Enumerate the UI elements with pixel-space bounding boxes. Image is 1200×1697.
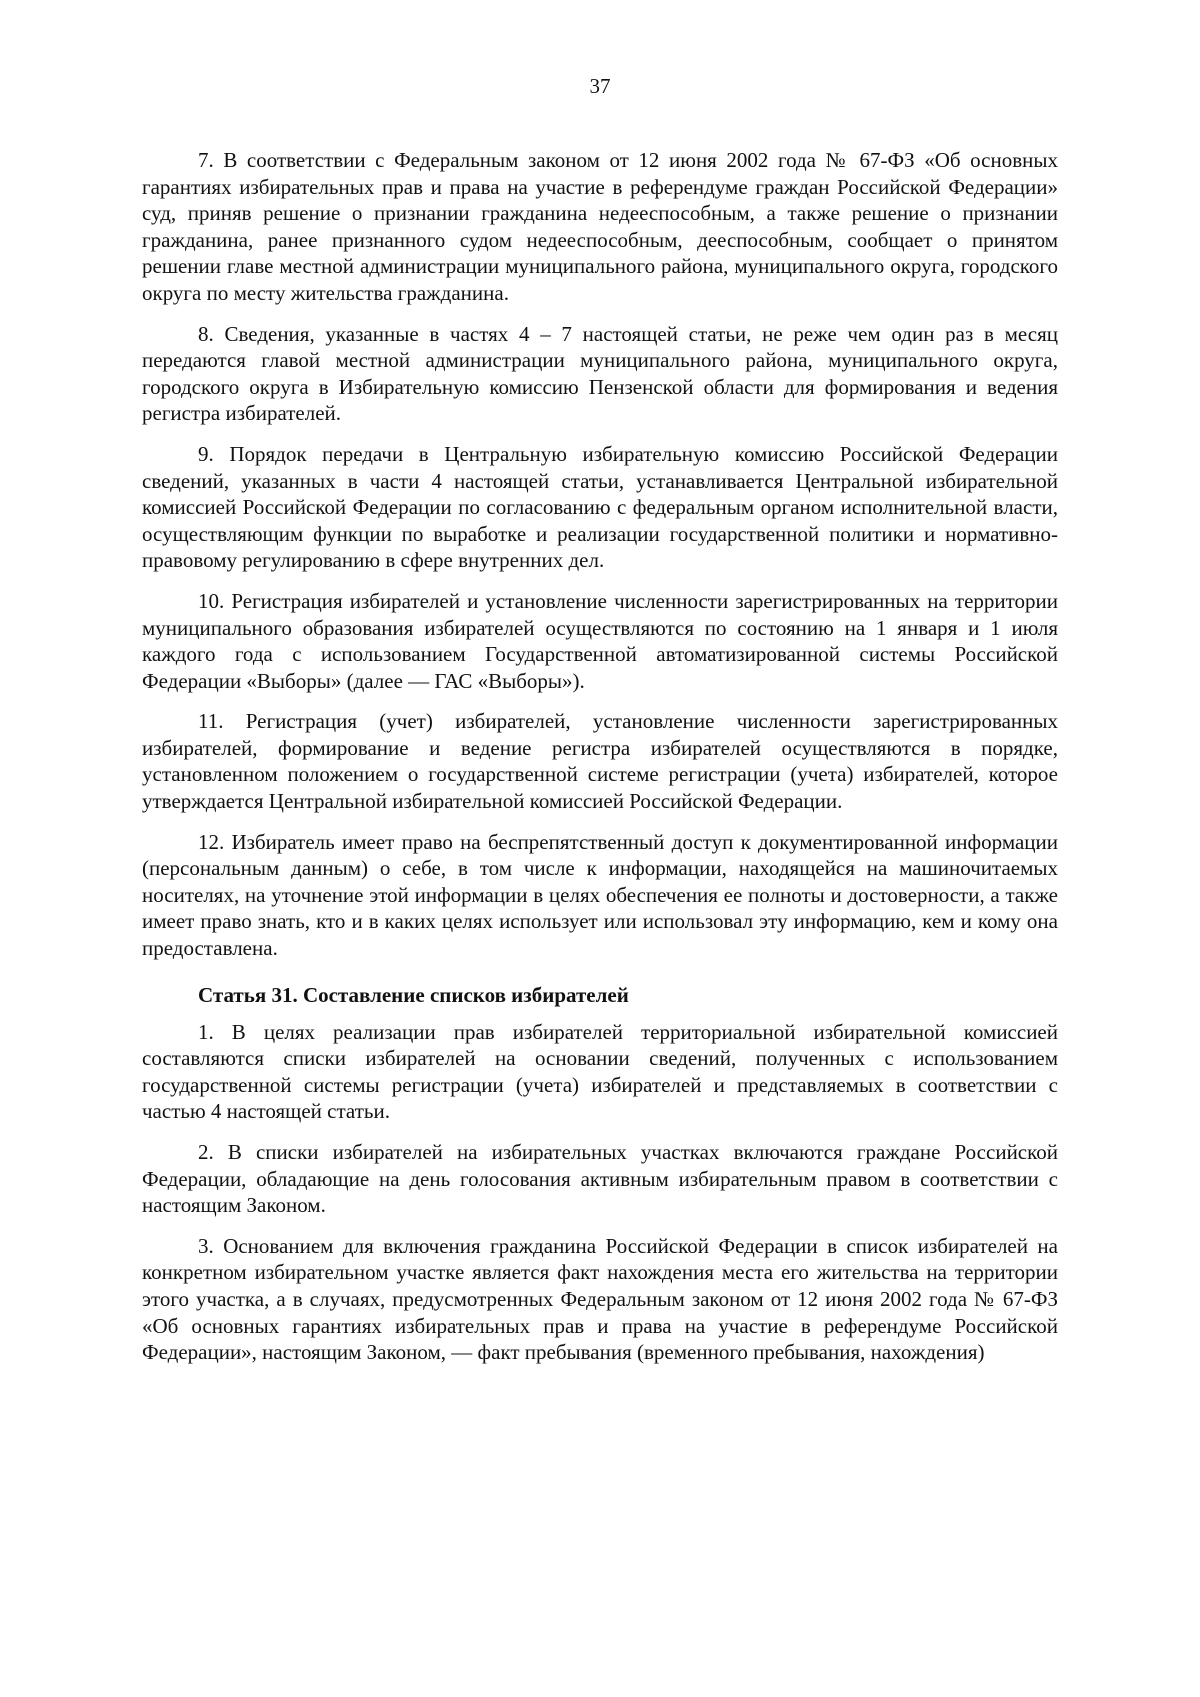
paragraph-10: 10. Регистрация избирателей и установление численности зарегистрированных на территории муниципального образования избирателей осуществляются по состоянию на 1 января и 1 июля каждого года с использованием Государственной автоматизированной системы Российской Федерации «Выборы» (далее — ГАС «Выборы»). [142,588,1058,693]
paragraph-9: 9. Порядок передачи в Центральную избирательную комиссию Российской Федерации сведений, указанных в части 4 настоящей статьи, устанавливается Центральной избирательной комиссией Российской Федерации по согласованию с федеральным органом исполнительной власти, осуществляющим функции по выработке и реализации государственной политики и нормативно-правовому регулированию в сфере внутренних дел. [142,441,1058,573]
page-number: 37 [589,74,611,98]
paragraph-12: 12. Избиратель имеет право на беспрепятственный доступ к документированной информации (персональным данным) о себе, в том числе к информации, находящейся на машиночитаемых носителях, на уточнение этой информации в целях обеспечения ее полноты и достоверности, а также имеет право знать, кто и в каких целях использует или использовал эту информацию, кем и кому она предоставлена. [142,829,1058,961]
paragraph-11: 11. Регистрация (учет) избирателей, установление численности зарегистрированных избирателей, формирование и ведение регистра избирателей осуществляются в порядке, установленном положением о государственной системе регистрации (учета) избирателей, которое утверждается Центральной избирательной комиссией Российской Федерации. [142,709,1058,814]
article-31-paragraph-3: 3. Основанием для включения гражданина Российской Федерации в список избирателей на конкретном избирательном участке является факт нахождения места его жительства на территории этого участка, а в случаях, предусмотренных Федеральным законом от 12 июня 2002 года № 67-ФЗ «Об основных гарантиях избирательных прав и права на участие в референдуме Российской Федерации», настоящим Законом, — факт пребывания (временного пребывания, нахождения) [142,1233,1058,1365]
article-heading: Статья 31. Составление списков избирателей [198,982,629,1007]
document-body [142,147,1058,1366]
paragraph-8: 8. Сведения, указанные в частях 4 – 7 настоящей статьи, не реже чем один раз в месяц передаются главой местной администрации муниципального района, муниципального округа, городского округа в Избирательную комиссию Пензенской области для формирования и ведения регистра избирателей. [142,321,1058,426]
article-31-paragraph-1: 1. В целях реализации прав избирателей территориальной избирательной комиссией составляются списки избирателей на основании сведений, полученных с использованием государственной системы регистрации (учета) избирателей и представляемых в соответствии с частью 4 настоящей статьи. [142,1019,1058,1124]
article-31-paragraph-2: 2. В списки избирателей на избирательных участках включаются граждане Российской Федерации, обладающие на день голосования активным избирательным правом в соответствии с настоящим Законом. [142,1140,1058,1218]
paragraph-7: 7. В соответствии с Федеральным законом от 12 июня 2002 года № 67-ФЗ «Об основных гарантиях избирательных прав и права на участие в референдуме граждан Российской Федерации» суд, приняв решение о признании гражданина недееспособным, а также решение о признании гражданина, ранее признанного судом недееспособным, дееспособным, сообщает о принятом решении главе местной администрации муниципального района, муниципального округа, городского округа по месту жительства гражданина. [142,148,1058,305]
